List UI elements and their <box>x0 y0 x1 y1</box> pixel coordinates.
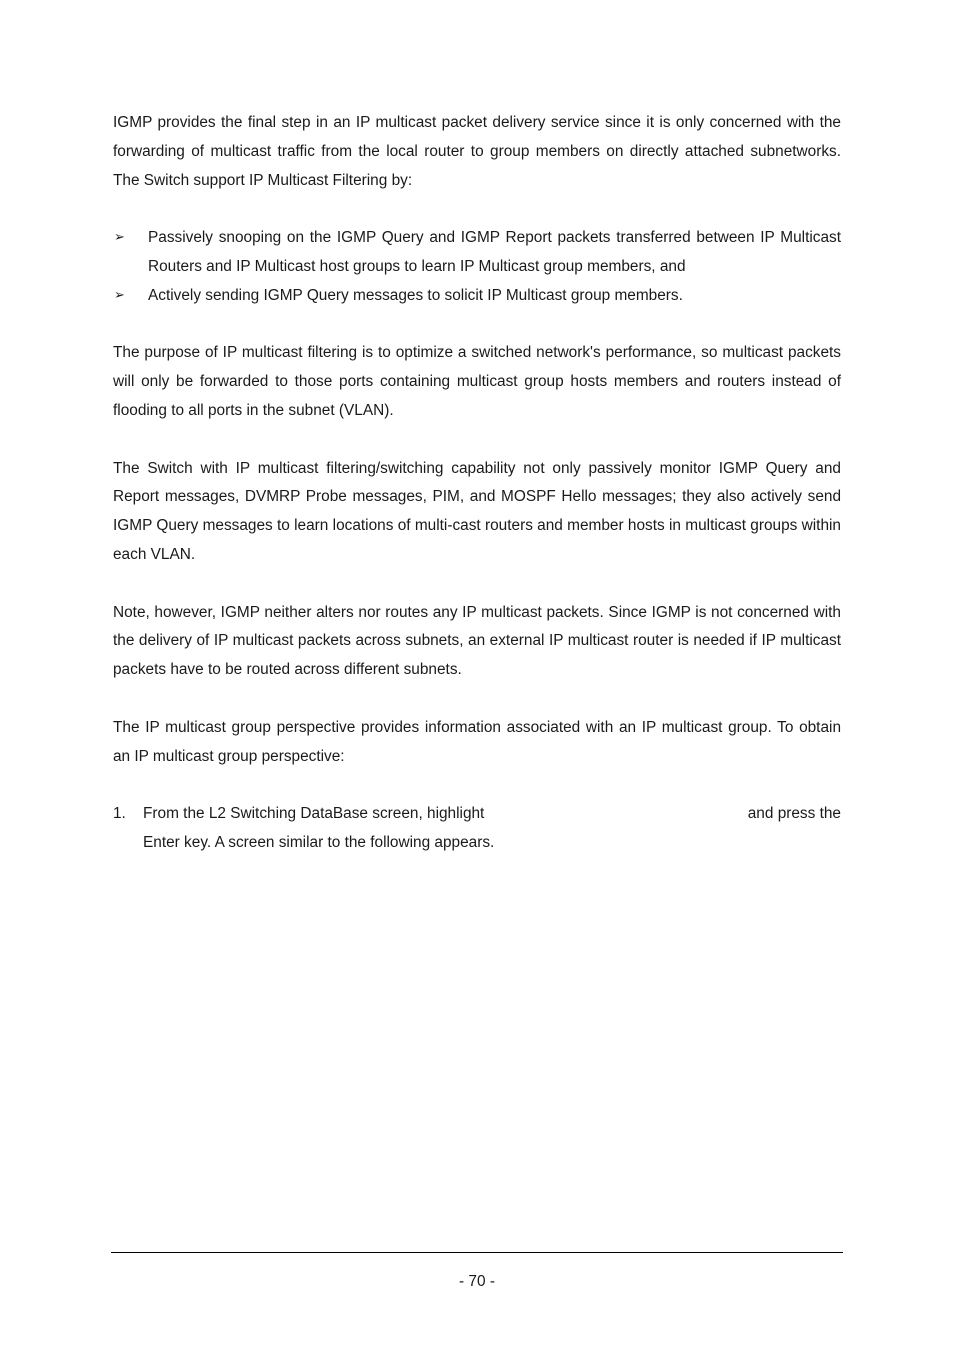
arrow-bullet-icon: ➢ <box>114 287 125 303</box>
footer-divider <box>111 1252 843 1253</box>
step-line-2: Enter key. A screen similar to the following appears. <box>143 833 495 851</box>
step-item <box>113 800 841 858</box>
paragraph-capability: The Switch with IP multicast filtering/switching capability not only passively monitor IGMP Query and Report messages, DVMRP Probe messages, PIM, and MOSPF Hello messages; they also actively send IGMP Query messages to learn locations of multi-cast routers and member hosts in multicast groups within each VLAN. <box>113 459 841 563</box>
paragraph-perspective: The IP multicast group perspective provides information associated with an IP multicast group. To obtain an IP multicast group perspective: <box>113 718 841 765</box>
paragraph-purpose: The purpose of IP multicast filtering is to optimize a switched network's performance, so multicast packets will only be forwarded to those ports containing multicast group hosts members and routers instead of flooding to all ports in the subnet (VLAN). <box>113 344 841 419</box>
step-text-right: and press the <box>747 805 841 823</box>
list-item <box>113 224 841 282</box>
paragraph-intro: IGMP provides the final step in an IP multicast packet delivery service since it is only concerned with the forwarding of multicast traffic from the local router to group members on directly attached subnetworks. The Switch support IP Multicast Filtering by: <box>113 114 841 189</box>
list-item <box>113 282 841 311</box>
bullet-text: Passively snooping on the IGMP Query and IGMP Report packets transferred between IP Multicast Routers and IP Multicast host groups to learn IP Multicast group members, and <box>148 229 841 275</box>
page-content <box>113 109 841 858</box>
bullet-list <box>113 224 841 310</box>
arrow-bullet-icon: ➢ <box>114 230 125 246</box>
bullet-text: Actively sending IGMP Query messages to solicit IP Multicast group members. <box>148 286 683 304</box>
paragraph-note: Note, however, IGMP neither alters nor routes any IP multicast packets. Since IGMP is not concerned with the delivery of IP multicast packets across subnets, an external IP multicast router is needed if IP multicast packets have to be routed across different subnets. <box>113 603 841 679</box>
step-line-1 <box>143 800 841 829</box>
step-number: 1. <box>113 805 126 823</box>
step-text-left: From the L2 Switching DataBase screen, highlight <box>143 805 485 823</box>
step-list <box>113 800 841 858</box>
page-number: - 70 - <box>459 1273 495 1290</box>
